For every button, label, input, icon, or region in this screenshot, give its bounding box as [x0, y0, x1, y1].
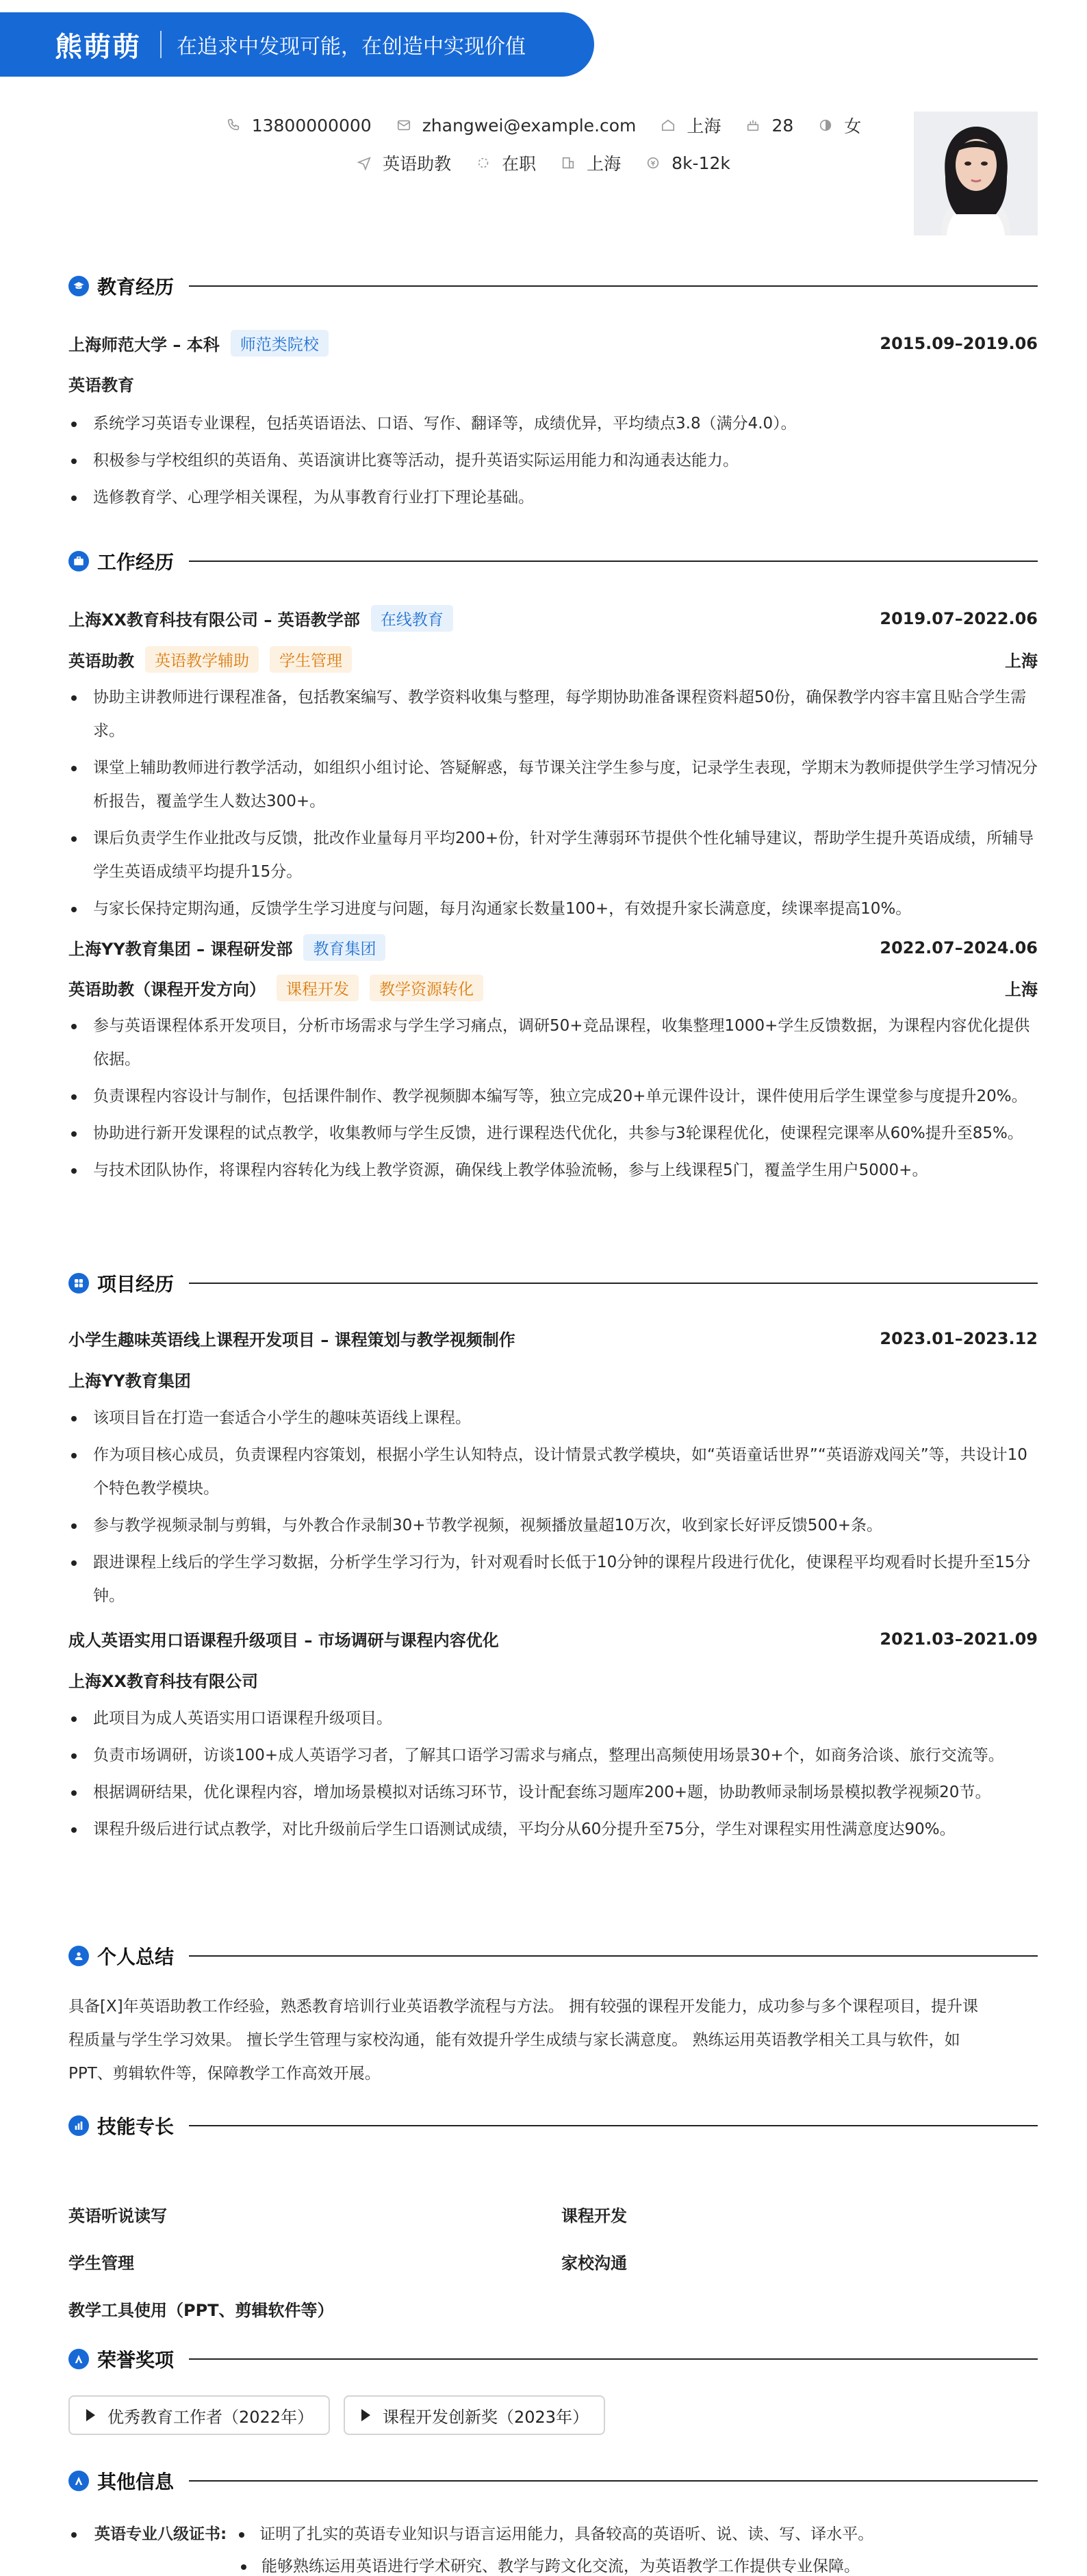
list-item: 参与教学视频录制与剪辑，与外教合作录制30+节教学视频，视频播放量超10万次，收到家长好评反馈500+条。 [68, 1509, 1038, 1543]
education-major-row [68, 372, 1038, 396]
job-company-tag: 在线教育 [371, 605, 453, 632]
email-item [396, 116, 637, 136]
project-date: 2023.01–2023.12 [880, 1328, 1038, 1348]
cake-icon [745, 118, 760, 133]
section-education-header [68, 272, 1038, 300]
gender-item [818, 113, 861, 138]
other-label: 英语专业八级证书: [94, 2525, 227, 2543]
job-company-tag: 教育集团 [303, 934, 385, 961]
status-text: 在职 [502, 154, 537, 174]
salary-text: 8k-12k [672, 153, 730, 173]
list-item: 根据调研结果，优化课程内容，增加场景模拟对话练习环节，设计配套练习题库200+题，协助教师录制场景模拟教学视频20节。 [68, 1776, 1038, 1809]
job-1-bullets [68, 681, 1038, 929]
project-1-bullets [68, 1402, 1038, 1617]
project-2-bullets [68, 1702, 1038, 1850]
list-item: 课程升级后进行试点教学，对比升级前后学生口语测试成绩，平均分从60分提升至75分，学生对课程实用性满意度达90%。 [68, 1813, 1038, 1846]
target-job-text: 英语助教 [383, 154, 452, 174]
letter-a-icon [68, 2471, 89, 2491]
skill-label: 课程开发 [561, 2206, 627, 2226]
job-2-head [68, 934, 1038, 961]
target-job-item [357, 151, 451, 175]
job-2-bullets [68, 1009, 1038, 1191]
section-other-header [68, 2467, 1038, 2495]
building-icon [561, 155, 576, 170]
status-icon [476, 155, 491, 170]
job-date: 2022.07–2024.06 [880, 938, 1038, 957]
briefcase-icon [68, 551, 89, 571]
email-text: zhangwei@example.com [422, 115, 637, 136]
school-name: 上海师范大学 – 本科 [68, 335, 220, 355]
section-other-title: 其他信息 [97, 2471, 175, 2493]
bullet-dot [241, 2564, 246, 2570]
phone-text: 13800000000 [251, 115, 372, 136]
section-divider [189, 2358, 1038, 2360]
phone-item [226, 116, 372, 136]
triangle-icon [86, 2409, 95, 2421]
other-row-1 [68, 2521, 873, 2544]
project-org: 上海XX教育科技有限公司 [68, 1672, 259, 1691]
other-row-2 [241, 2553, 860, 2575]
skill-label: 学生管理 [68, 2254, 134, 2273]
section-awards-title: 荣誉奖项 [97, 2349, 175, 2371]
skill-label: 家校沟通 [561, 2254, 627, 2273]
salary-item [645, 153, 730, 173]
job-role-tag: 学生管理 [270, 646, 352, 673]
section-divider [189, 285, 1038, 287]
list-item: 负责课程内容设计与制作，包括课件制作、教学视频脚本编写等，独立完成20+单元课件设计，课件使用后学生课堂参与度提升20%。 [68, 1080, 1038, 1113]
job-role-tag: 教学资源转化 [370, 975, 483, 1001]
phone-icon [226, 118, 241, 133]
project-name: 小学生趣味英语线上课程开发项目 – 课程策划与教学视频制作 [68, 1330, 515, 1350]
age-text: 28 [771, 115, 794, 136]
list-item: 课后负责学生作业批改与反馈，批改作业量每月平均200+份，针对学生薄弱环节提供个性化辅导建议，帮助学生提升英语成绩，所辅导学生英语成绩平均提升15分。 [68, 822, 1038, 889]
section-divider [189, 2480, 1038, 2482]
section-divider [189, 2125, 1038, 2126]
send-icon [357, 155, 372, 170]
project-1-head [68, 1326, 1038, 1350]
section-divider [189, 1955, 1038, 1957]
list-item: 作为项目核心成员，负责课程内容策划，根据小学生认知特点，设计情景式教学模块，如“英语童话世界”“英语游戏闯关”等，共设计10个特色教学模块。 [68, 1439, 1038, 1506]
section-projects-title: 项目经历 [97, 1273, 175, 1296]
bullet-dot [71, 2532, 77, 2538]
coin-icon [645, 155, 661, 170]
award-text: 优秀教育工作者（2022年） [107, 2407, 314, 2427]
list-item: 该项目旨在打造一套适合小学生的趣味英语线上课程。 [68, 1402, 1038, 1435]
project-2-org-row [68, 1668, 1038, 1692]
summary-line: 具备[X]年英语助教工作经验，熟悉教育培训行业英语教学流程与方法。 拥有较强的课程开发能力，成功参与多个课程项目，提升课 [68, 1998, 979, 2015]
project-org: 上海YY教育集团 [68, 1371, 191, 1391]
bullet-dot [239, 2532, 244, 2538]
project-name: 成人英语实用口语课程升级项目 – 市场调研与课程内容优化 [68, 1631, 499, 1650]
project-date: 2021.03–2021.09 [880, 1629, 1038, 1649]
section-skills-title: 技能专长 [97, 2115, 175, 2138]
project-2-head [68, 1627, 1038, 1651]
list-item: 负责市场调研，访谈100+成人英语学习者，了解其口语学习需求与痛点，整理出高频使用场景30+个，如商务洽谈、旅行交流等。 [68, 1739, 1038, 1773]
list-item: 与家长保持定期沟通，反馈学生学习进度与问题，每月沟通家长数量100+，有效提升家长满意度，续课率提高10%。 [68, 892, 1038, 926]
skill-item [68, 2297, 334, 2321]
email-icon [396, 118, 411, 133]
skill-label: 英语听说读写 [68, 2206, 167, 2226]
section-divider [189, 561, 1038, 562]
award-chip [68, 2395, 330, 2435]
resume-slogan: 在追求中发现可能，在创造中实现价值 [177, 35, 526, 59]
list-item: 此项目为成人英语实用口语课程升级项目。 [68, 1702, 1038, 1736]
skill-item [561, 2250, 627, 2274]
skill-label: 教学工具使用（PPT、剪辑软件等） [68, 2301, 334, 2320]
section-summary-title: 个人总结 [97, 1946, 175, 1968]
education-bullets [68, 407, 1038, 518]
education-major: 英语教育 [68, 376, 134, 395]
other-item: 能够熟练运用英语进行学术研究、教学与跨文化交流，为英语教学工作提供专业保障。 [261, 2558, 860, 2575]
gender-icon [818, 118, 833, 133]
banner-divider [160, 31, 162, 58]
job-role-tag: 课程开发 [277, 975, 359, 1001]
list-item: 协助进行新开发课程的试点教学，收集教师与学生反馈，进行课程迭代优化，共参与3轮课程优化，使课程完课率从60%提升至85%。 [68, 1117, 1038, 1150]
job-date: 2019.07–2022.06 [880, 608, 1038, 628]
list-item: 选修教育学、心理学相关课程，为从事教育行业打下理论基础。 [68, 481, 1038, 515]
education-entry-head [68, 330, 1038, 357]
age-item [745, 116, 793, 136]
skill-item [561, 2202, 627, 2226]
list-item: 协助主讲教师进行课程准备，包括教案编写、教学资料收集与整理，每学期协助准备课程资料超50份，确保教学内容丰富且贴合学生需求。 [68, 681, 1038, 748]
section-work-title: 工作经历 [97, 551, 175, 574]
job-1-head [68, 605, 1038, 632]
job-location: 上海 [1005, 652, 1038, 671]
status-item [476, 151, 536, 175]
profile-photo [914, 112, 1038, 235]
city-item [661, 113, 721, 138]
other-item: 证明了扎实的英语专业知识与语言运用能力，具备较高的英语听、说、读、写、译水平。 [259, 2525, 874, 2543]
job-2-role-row [68, 975, 1038, 1001]
summary-line: 程质量与学生学习效果。 擅长学生管理与家校沟通，能有效提升学生成绩与家长满意度。 熟练运用英语教学相关工具与软件，如 [68, 2031, 960, 2049]
job-company: 上海YY教育集团 – 课程研发部 [68, 940, 293, 959]
skill-item [68, 2250, 134, 2274]
job-1-role-row [68, 646, 1038, 673]
summary-line: PPT、剪辑软件等，保障教学工作高效开展。 [68, 2065, 381, 2083]
triangle-icon [361, 2409, 370, 2421]
section-education-title: 教育经历 [97, 276, 175, 298]
list-item: 系统学习英语专业课程，包括英语语法、口语、写作、翻译等，成绩优异，平均绩点3.8（满分4.0）。 [68, 407, 1038, 441]
job-role-tag: 英语教学辅助 [145, 646, 259, 673]
list-item: 课堂上辅助教师进行教学活动，如组织小组讨论、答疑解惑，每节课关注学生参与度，记录学生表现，学期末为教师提供学生学习情况分析报告，覆盖学生人数达300+。 [68, 751, 1038, 819]
project-1-org-row [68, 1367, 1038, 1391]
section-skills-header [68, 2112, 1038, 2139]
user-icon [68, 1946, 89, 1966]
list-item: 参与英语课程体系开发项目，分析市场需求与学生学习痛点，调研50+竞品课程，收集整理1000+学生反馈数据，为课程内容优化提供依据。 [68, 1009, 1038, 1077]
graduation-cap-icon [68, 276, 89, 296]
summary-text [68, 1990, 1038, 2091]
education-date: 2015.09–2019.06 [880, 333, 1038, 353]
city-text: 上海 [687, 116, 721, 136]
grid-icon [68, 1273, 89, 1293]
job-location: 上海 [1005, 980, 1038, 999]
header-banner [0, 12, 594, 77]
bar-chart-icon [68, 2115, 89, 2136]
list-item: 与技术团队协作，将课程内容转化为线上教学资源，确保线上教学体验流畅，参与上线课程5门，覆盖学生用户5000+。 [68, 1154, 1038, 1187]
gender-text: 女 [844, 116, 862, 136]
award-icon [68, 2349, 89, 2369]
home-icon [661, 118, 676, 133]
target-city-text: 上海 [587, 154, 622, 174]
section-awards-header [68, 2345, 1038, 2373]
award-chip [344, 2395, 605, 2435]
job-role: 英语助教 [68, 652, 134, 671]
list-item: 积极参与学校组织的英语角、英语演讲比赛等活动，提升英语实际运用能力和沟通表达能力。 [68, 444, 1038, 478]
award-text: 课程开发创新奖（2023年） [383, 2407, 589, 2427]
skill-item [68, 2202, 167, 2226]
section-divider [189, 1283, 1038, 1284]
job-role: 英语助教（课程开发方向） [68, 980, 266, 999]
section-work-header [68, 548, 1038, 575]
school-tag: 师范类院校 [231, 330, 329, 357]
target-city-item [561, 151, 621, 175]
section-projects-header [68, 1270, 1038, 1297]
job-company: 上海XX教育科技有限公司 – 英语教学部 [68, 610, 360, 630]
resume-name: 熊萌萌 [55, 31, 141, 63]
list-item: 跟进课程上线后的学生学习数据，分析学生学习行为，针对观看时长低于10分钟的课程片段进行优化，使课程平均观看时长提升至15分钟。 [68, 1546, 1038, 1613]
section-summary-header [68, 1942, 1038, 1970]
